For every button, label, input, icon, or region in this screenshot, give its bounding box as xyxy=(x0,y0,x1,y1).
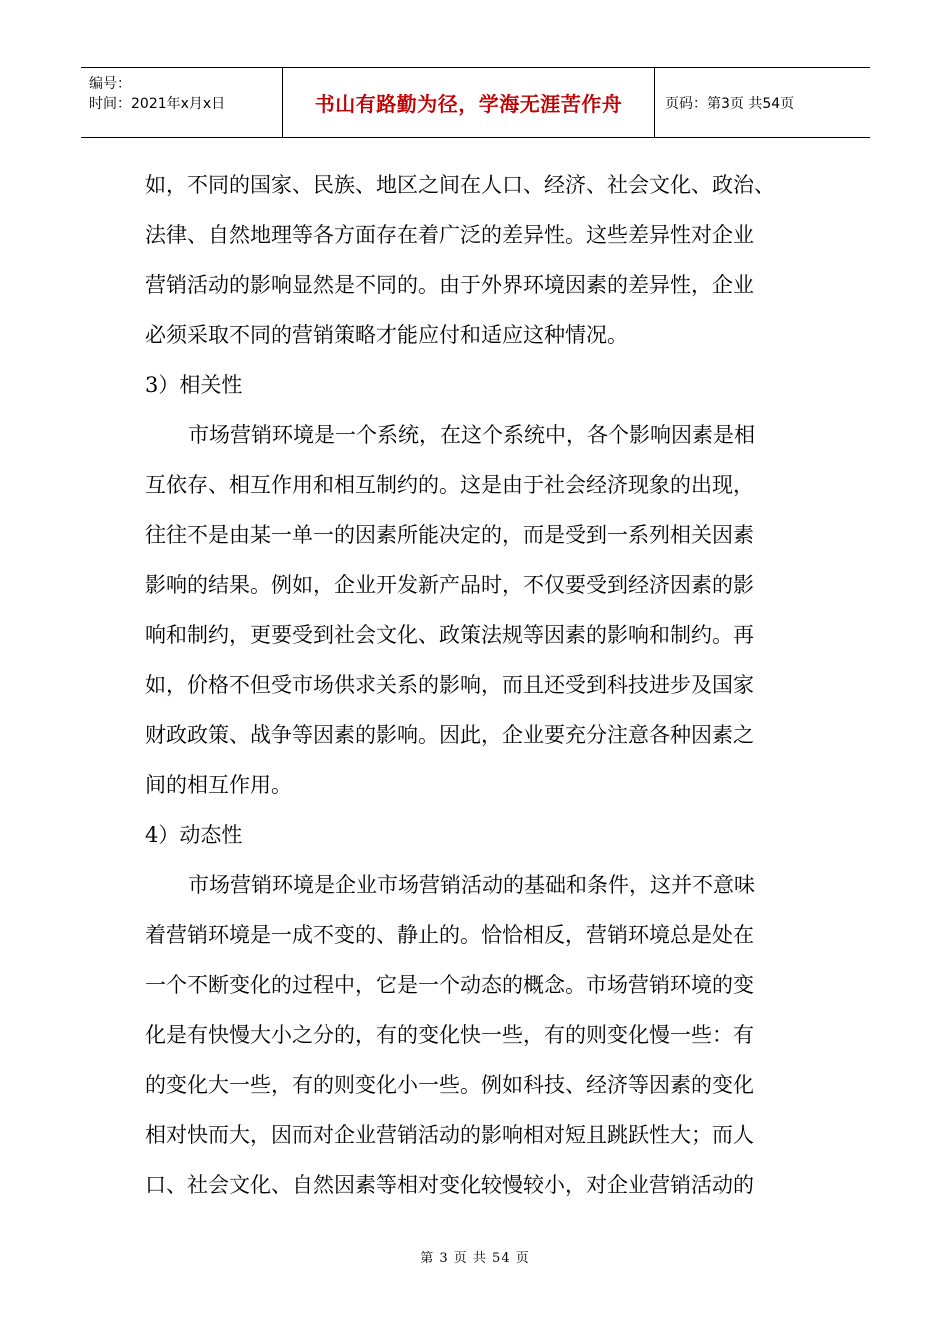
document-time-label: 时间：2021年x月x日 xyxy=(89,96,226,112)
body-line: 营销活动的影响显然是不同的。由于外界环境因素的差异性，企业 xyxy=(145,273,754,297)
body-line: 的变化大一些，有的则变化小一些。例如科技、经济等因素的变化 xyxy=(145,1073,754,1097)
page-header xyxy=(81,67,870,138)
body-line: 影响的结果。例如，企业开发新产品时，不仅要受到经济因素的影 xyxy=(145,573,754,597)
body-line: 互依存、相互作用和相互制约的。这是由于社会经济现象的出现， xyxy=(145,473,754,497)
body-line: 响和制约，更要受到社会文化、政策法规等因素的影响和制约。再 xyxy=(145,623,754,647)
body-line: 化是有快慢大小之分的，有的变化快一些，有的则变化慢一些：有 xyxy=(145,1023,754,1047)
header-page-label: 页码：第3页 共54页 xyxy=(665,95,795,112)
body-line: 市场营销环境是一个系统，在这个系统中，各个影响因素是相 xyxy=(188,423,755,447)
body-line: 一个不断变化的过程中，它是一个动态的概念。市场营销环境的变 xyxy=(145,973,754,997)
body-line: 市场营销环境是企业市场营销活动的基础和条件，这并不意味 xyxy=(188,873,755,897)
body-line: 着营销环境是一成不变的、静止的。恰恰相反，营销环境总是处在 xyxy=(145,923,754,947)
body-line: 相对快而大，因而对企业营销活动的影响相对短且跳跃性大；而人 xyxy=(145,1123,754,1147)
body-line: 口、社会文化、自然因素等相对变化较慢较小，对企业营销活动的 xyxy=(145,1173,754,1197)
document-number-label: 编号： xyxy=(89,76,131,92)
page-footer: 第 3 页 共 54 页 xyxy=(420,1251,530,1266)
body-line: 法律、自然地理等各方面存在着广泛的差异性。这些差异性对企业 xyxy=(145,223,754,247)
section-heading-dynamics: 4）动态性 xyxy=(145,823,243,847)
body-line: 往往不是由某一单一的因素所能决定的，而是受到一系列相关因素 xyxy=(145,523,754,547)
body-line: 财政政策、战争等因素的影响。因此，企业要充分注意各种因素之 xyxy=(145,723,754,747)
body-line: 间的相互作用。 xyxy=(145,773,292,797)
document-body xyxy=(145,160,807,1210)
section-heading-relevance: 3）相关性 xyxy=(145,373,243,397)
body-line: 如，价格不但受市场供求关系的影响，而且还受到科技进步及国家 xyxy=(145,673,754,697)
body-line: 如，不同的国家、民族、地区之间在人口、经济、社会文化、政治、 xyxy=(145,173,775,197)
body-line: 必须采取不同的营销策略才能应付和适应这种情况。 xyxy=(145,323,628,347)
header-motto: 书山有路勤为径，学海无涯苦作舟 xyxy=(282,68,655,137)
header-meta xyxy=(81,68,282,137)
